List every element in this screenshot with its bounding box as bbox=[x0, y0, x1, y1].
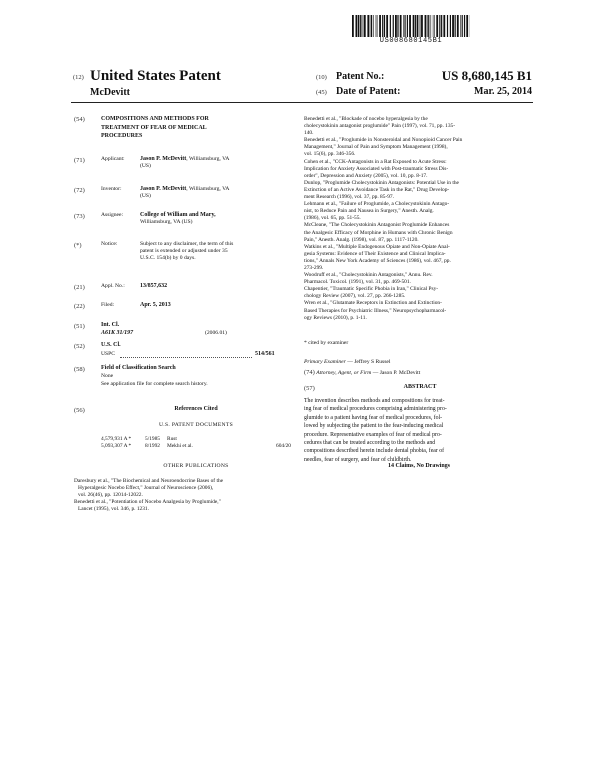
reference-line: Lehmann et al., "Failure of Proglumide, a Cholecystokinin Antago- bbox=[304, 201, 450, 208]
pub-line: Benedetti et al., "Potentiation of Nocebo Analgesia by Proglumide," bbox=[74, 499, 221, 506]
barcode-number: US008680145B1 bbox=[379, 37, 443, 45]
attorney bbox=[304, 369, 420, 377]
abstract-line: ing fear of medical procedures comprising administering pro- bbox=[304, 406, 447, 413]
field-see: See application file for complete search history. bbox=[101, 381, 208, 387]
inventor-code: (72) bbox=[74, 187, 85, 194]
abstract-line: glumide to a patient having fear of medical procedures, fol- bbox=[304, 414, 443, 421]
reference-line: McCleane, "The Cholecystokinin Antagonist Proglumide Enhances bbox=[304, 222, 450, 229]
reference-line: the Analgesic Efficacy of Morphine in Humans with Chronic Benign bbox=[304, 229, 453, 236]
abstract-line: lowed by subjecting the patient to the fear-inducing medical bbox=[304, 423, 444, 430]
barcode-bar bbox=[425, 15, 427, 37]
other-pubs-list bbox=[74, 478, 296, 513]
reference-line: gesia Systems: Evidence of Their Existence and Clinical Implica- bbox=[304, 250, 446, 257]
reference-line: nist, to Reduce Pain and Nausea in Surgery," Anesth. Analg. bbox=[304, 208, 434, 215]
patent-ref-date: 5/1985 bbox=[145, 436, 160, 442]
refs-code: (56) bbox=[74, 407, 85, 414]
assignee-location: Williamsburg, VA (US) bbox=[140, 219, 193, 225]
reference-line: 273-299. bbox=[304, 264, 324, 271]
uscl-code: (52) bbox=[74, 343, 85, 350]
notice-line: U.S.C. 154(b) by 0 days. bbox=[140, 255, 196, 261]
pub-line: Lancet (1995), vol. 346, p. 1231. bbox=[78, 506, 149, 513]
barcode-image bbox=[352, 15, 470, 37]
patent-date: Mar. 25, 2014 bbox=[474, 86, 532, 97]
barcode-bar bbox=[393, 15, 394, 37]
patent-ref-class: 604/20 bbox=[276, 443, 291, 450]
notice-code: (*) bbox=[74, 242, 82, 249]
table-row bbox=[101, 436, 291, 443]
right-references bbox=[304, 116, 534, 322]
reference-line: tions," Annals New York Academy of Sciences (1986), vol. 467, pp. bbox=[304, 257, 451, 264]
applicant-country: (US) bbox=[140, 163, 151, 169]
inventor-label: Inventor: bbox=[101, 186, 122, 192]
abstract-line: procedure. Representative examples of fear of medical pro- bbox=[304, 431, 442, 438]
barcode-bar bbox=[373, 15, 374, 37]
uscl-label: U.S. Cl. bbox=[101, 342, 121, 348]
abstract-heading: ABSTRACT bbox=[403, 384, 437, 390]
assignee-label: Assignee: bbox=[101, 212, 124, 218]
notice-line: Subject to any disclaimer, the term of this bbox=[140, 241, 234, 247]
abstract-body bbox=[304, 397, 534, 464]
abstract-line: The invention describes methods and compositions for treat- bbox=[304, 398, 445, 404]
barcode-bar bbox=[367, 15, 369, 37]
barcode-bar bbox=[356, 15, 358, 37]
barcode-bar bbox=[419, 15, 420, 37]
barcode-bar bbox=[390, 15, 391, 37]
reference-line: Pharmacol. Toxicol. (1991), vol. 31, pp. 469-501. bbox=[304, 279, 411, 286]
abstract-code: (57) bbox=[304, 385, 315, 392]
barcode-bar bbox=[404, 15, 405, 37]
barcode-bar bbox=[364, 15, 366, 37]
reference-line: chology Review (2007), vol. 27, pp. 266-1285. bbox=[304, 293, 406, 300]
reference-line: Cohen et al., "CCK-Antagonists in a Rat Exposed to Acute Stress: bbox=[304, 158, 447, 165]
cited-by-note: * cited by examiner bbox=[304, 340, 349, 346]
barcode-bar bbox=[428, 15, 429, 37]
field-none: None bbox=[101, 373, 114, 379]
barcode-bar bbox=[427, 15, 428, 37]
barcode-bar bbox=[420, 15, 421, 37]
barcode-bar bbox=[384, 15, 385, 37]
reference-line: (1986), vol. 65, pp. 51-55. bbox=[304, 215, 361, 222]
reference-line: order", Depression and Anxiety (2005), vol. 10, pp. 8-17. bbox=[304, 172, 428, 179]
barcode-bar bbox=[377, 15, 378, 37]
intcl-class: A61K 31/197 bbox=[101, 330, 134, 336]
uspc-label: USPC bbox=[101, 351, 115, 357]
other-pubs-heading: OTHER PUBLICATIONS bbox=[163, 463, 229, 469]
filed-label: Filed: bbox=[101, 302, 115, 308]
assignee-name: College of William and Mary, bbox=[140, 212, 216, 218]
reference-line: vol. 15(6), pp. 346-356. bbox=[304, 151, 356, 158]
reference-line: Extinction of an Active Avoidance Task in the Rat," Drug Develop- bbox=[304, 186, 450, 193]
barcode-bar bbox=[462, 15, 463, 37]
intcl-year: (2006.01) bbox=[205, 330, 227, 336]
applicant-location: , Williamsburg, VA bbox=[186, 156, 230, 162]
patent-type: United States Patent bbox=[90, 68, 221, 84]
code-10: (10) bbox=[316, 74, 327, 81]
abstract-line: cedures that can be treated according to the methods and bbox=[304, 440, 436, 447]
barcode-bar bbox=[379, 15, 381, 37]
barcode-bar bbox=[415, 15, 416, 37]
barcode-bar bbox=[362, 15, 363, 37]
patent-ref-class bbox=[267, 436, 291, 443]
pub-line: Daresbury et al., "The Biochemical and Neuroendocrine Bases of the bbox=[74, 478, 224, 484]
assignee-code: (73) bbox=[74, 213, 85, 220]
pub-line: Hyperalgesic Nocebo Effect," Journal of Neuroscience (2006), bbox=[78, 485, 214, 492]
barcode-bar bbox=[452, 15, 454, 37]
filed-code: (22) bbox=[74, 303, 85, 310]
barcode-bar bbox=[447, 15, 448, 37]
claims-count: 14 Claims, No Drawings bbox=[387, 463, 450, 469]
field-code: (58) bbox=[74, 366, 85, 373]
appl-code: (21) bbox=[74, 284, 85, 291]
barcode-bar bbox=[360, 15, 361, 37]
inventor-location: , Williamsburg, VA bbox=[186, 186, 230, 192]
appl-number: 13/857,632 bbox=[140, 283, 168, 289]
inventor-value bbox=[140, 186, 229, 200]
barcode-bar bbox=[417, 15, 418, 37]
applicant-label: Applicant: bbox=[101, 156, 125, 162]
code-12: (12) bbox=[73, 74, 84, 81]
barcode-bar bbox=[352, 15, 354, 37]
inventor-surname: McDevitt bbox=[90, 87, 130, 98]
barcode-bar bbox=[376, 15, 377, 37]
intcl-code: (51) bbox=[74, 323, 85, 330]
barcode-bar bbox=[397, 15, 398, 37]
reference-line: Wren et al., "Glutamate Receptors in Extinction and Extinction- bbox=[304, 300, 442, 307]
primary-examiner-name: — Jeffrey S Russel bbox=[345, 359, 391, 365]
appl-label: Appl. No.: bbox=[101, 283, 125, 289]
reference-line: cholecystokinin antagonist proglumide" Pain (1997), vol. 71, pp. 135- bbox=[304, 123, 456, 130]
primary-examiner-label: Primary Examiner bbox=[304, 359, 346, 365]
barcode-bar bbox=[443, 15, 445, 37]
intcl-label: Int. Cl. bbox=[101, 322, 120, 328]
barcode-bar bbox=[450, 15, 451, 37]
notice-line: patent is extended or adjusted under 35 bbox=[140, 248, 228, 254]
attorney-label: Attorney, Agent, or Firm bbox=[316, 370, 372, 376]
barcode-bar bbox=[382, 15, 383, 37]
barcode-bar bbox=[436, 15, 438, 37]
barcode-bar bbox=[386, 15, 388, 37]
applicant-value bbox=[140, 156, 229, 170]
barcode-bar bbox=[358, 15, 359, 37]
pub-line: vol. 26(46), pp. 12014-12022. bbox=[78, 492, 143, 499]
uspc-leader bbox=[120, 357, 252, 358]
inventor-name: Jason P. McDevitt bbox=[140, 186, 187, 192]
patent-ref-date: 8/1992 bbox=[145, 443, 160, 450]
barcode-bar bbox=[403, 15, 404, 37]
barcode-bar bbox=[434, 15, 435, 37]
reference-line: 140. bbox=[304, 130, 314, 137]
attorney-code: (74) bbox=[304, 369, 315, 376]
barcode-bar bbox=[371, 15, 372, 37]
barcode-bar bbox=[395, 15, 397, 37]
inventor-country: (US) bbox=[140, 193, 151, 199]
refs-heading: References Cited bbox=[174, 406, 218, 412]
title-code: (54) bbox=[74, 116, 85, 123]
reference-line: Implication for Anxiety Associated with Post-traumatic Stress Dis- bbox=[304, 165, 449, 172]
barcode-bar bbox=[433, 15, 434, 37]
title-line: PROCEDURES bbox=[101, 133, 143, 139]
patent-no-label: Patent No.: bbox=[336, 71, 385, 82]
filed-date: Apr. 5, 2013 bbox=[140, 302, 171, 308]
applicant-name: Jason P. McDevitt bbox=[140, 156, 187, 162]
header-divider bbox=[71, 102, 533, 103]
reference-line: Based Therapies for Psychiatric Illness," Neuropsychopharmacol- bbox=[304, 307, 447, 314]
barcode-bar bbox=[466, 15, 468, 37]
abstract-line: compositions described herein include dental phobia, fear of bbox=[304, 448, 445, 455]
patent-ref-name: Mekhi et al. bbox=[167, 443, 193, 450]
barcode-bar bbox=[407, 15, 408, 37]
reference-line: Benedetti et al., "Proglumide in Nonsteroidal and Nonopioid Cancer Pain bbox=[304, 137, 463, 144]
reference-line: Watkins et al., "Multiple Endogenous Opiate and Non-Opiate Anal- bbox=[304, 243, 450, 250]
barcode-bar bbox=[441, 15, 442, 37]
assignee-value bbox=[140, 212, 216, 226]
uspc-value: 514/561 bbox=[255, 351, 275, 357]
patent-number: US 8,680,145 B1 bbox=[441, 68, 532, 83]
barcode-bar bbox=[413, 15, 415, 37]
barcode-bar bbox=[431, 15, 432, 37]
primary-examiner bbox=[304, 359, 390, 366]
us-patents-heading: U.S. PATENT DOCUMENTS bbox=[158, 422, 234, 428]
us-patents-table bbox=[101, 436, 291, 450]
reference-line: Management," Journal of Pain and Symptom Management (1998), bbox=[304, 144, 448, 151]
barcode-bar bbox=[455, 15, 456, 37]
notice-text bbox=[140, 241, 288, 262]
reference-line: ogy Reviews (2010), p. 1-11. bbox=[304, 314, 367, 321]
reference-line: Woodruff et al., "Cholecystokinin Antagonists," Annu. Rev. bbox=[304, 272, 433, 279]
reference-line: ment Research (1996), vol. 37, pp. 85-97. bbox=[304, 194, 394, 201]
reference-line: Pain," Anesth. Analg. (1998), vol. 87, pp. 1117-1120. bbox=[304, 236, 419, 243]
table-row bbox=[101, 443, 291, 450]
barcode-bar bbox=[400, 15, 402, 37]
barcode-bar bbox=[409, 15, 411, 37]
notice-label: Notice: bbox=[101, 241, 118, 247]
patent-ref-name: Rust bbox=[167, 436, 177, 442]
title-line: COMPOSITIONS AND METHODS FOR bbox=[101, 116, 209, 122]
patent-ref-number: 5,093,307 A * bbox=[101, 443, 132, 450]
date-label: Date of Patent: bbox=[336, 86, 401, 97]
barcode-bar bbox=[370, 15, 371, 37]
barcode-bar bbox=[439, 15, 440, 37]
patent-ref-number: 4,579,931 A * bbox=[101, 436, 132, 442]
attorney-name: — Jason P. McDevitt bbox=[371, 370, 421, 376]
barcode-bar bbox=[457, 15, 459, 37]
barcode-bar bbox=[460, 15, 461, 37]
barcode-bar bbox=[464, 15, 465, 37]
barcode-bar bbox=[363, 15, 364, 37]
applicant-code: (71) bbox=[74, 157, 85, 164]
code-45: (45) bbox=[316, 89, 327, 96]
reference-line: Benedetti et al., "Blockade of nocebo hyperalgesia by the bbox=[304, 116, 428, 122]
title-line: TREATMENT OF FEAR OF MEDICAL bbox=[101, 124, 207, 131]
reference-line: Chapentier, "Traumatic Specific Phobia in Iran," Clinical Psy- bbox=[304, 286, 439, 293]
patent-title bbox=[101, 115, 209, 141]
reference-line: Dunlop, "Proglumide Cholecystokinin Antagonists: Potential Use in the bbox=[304, 179, 459, 186]
field-label: Field of Classification Search bbox=[101, 365, 176, 371]
abstract-line: needles, fear of surgery, and fear of childbirth. bbox=[304, 456, 412, 463]
barcode-bar bbox=[421, 15, 423, 37]
